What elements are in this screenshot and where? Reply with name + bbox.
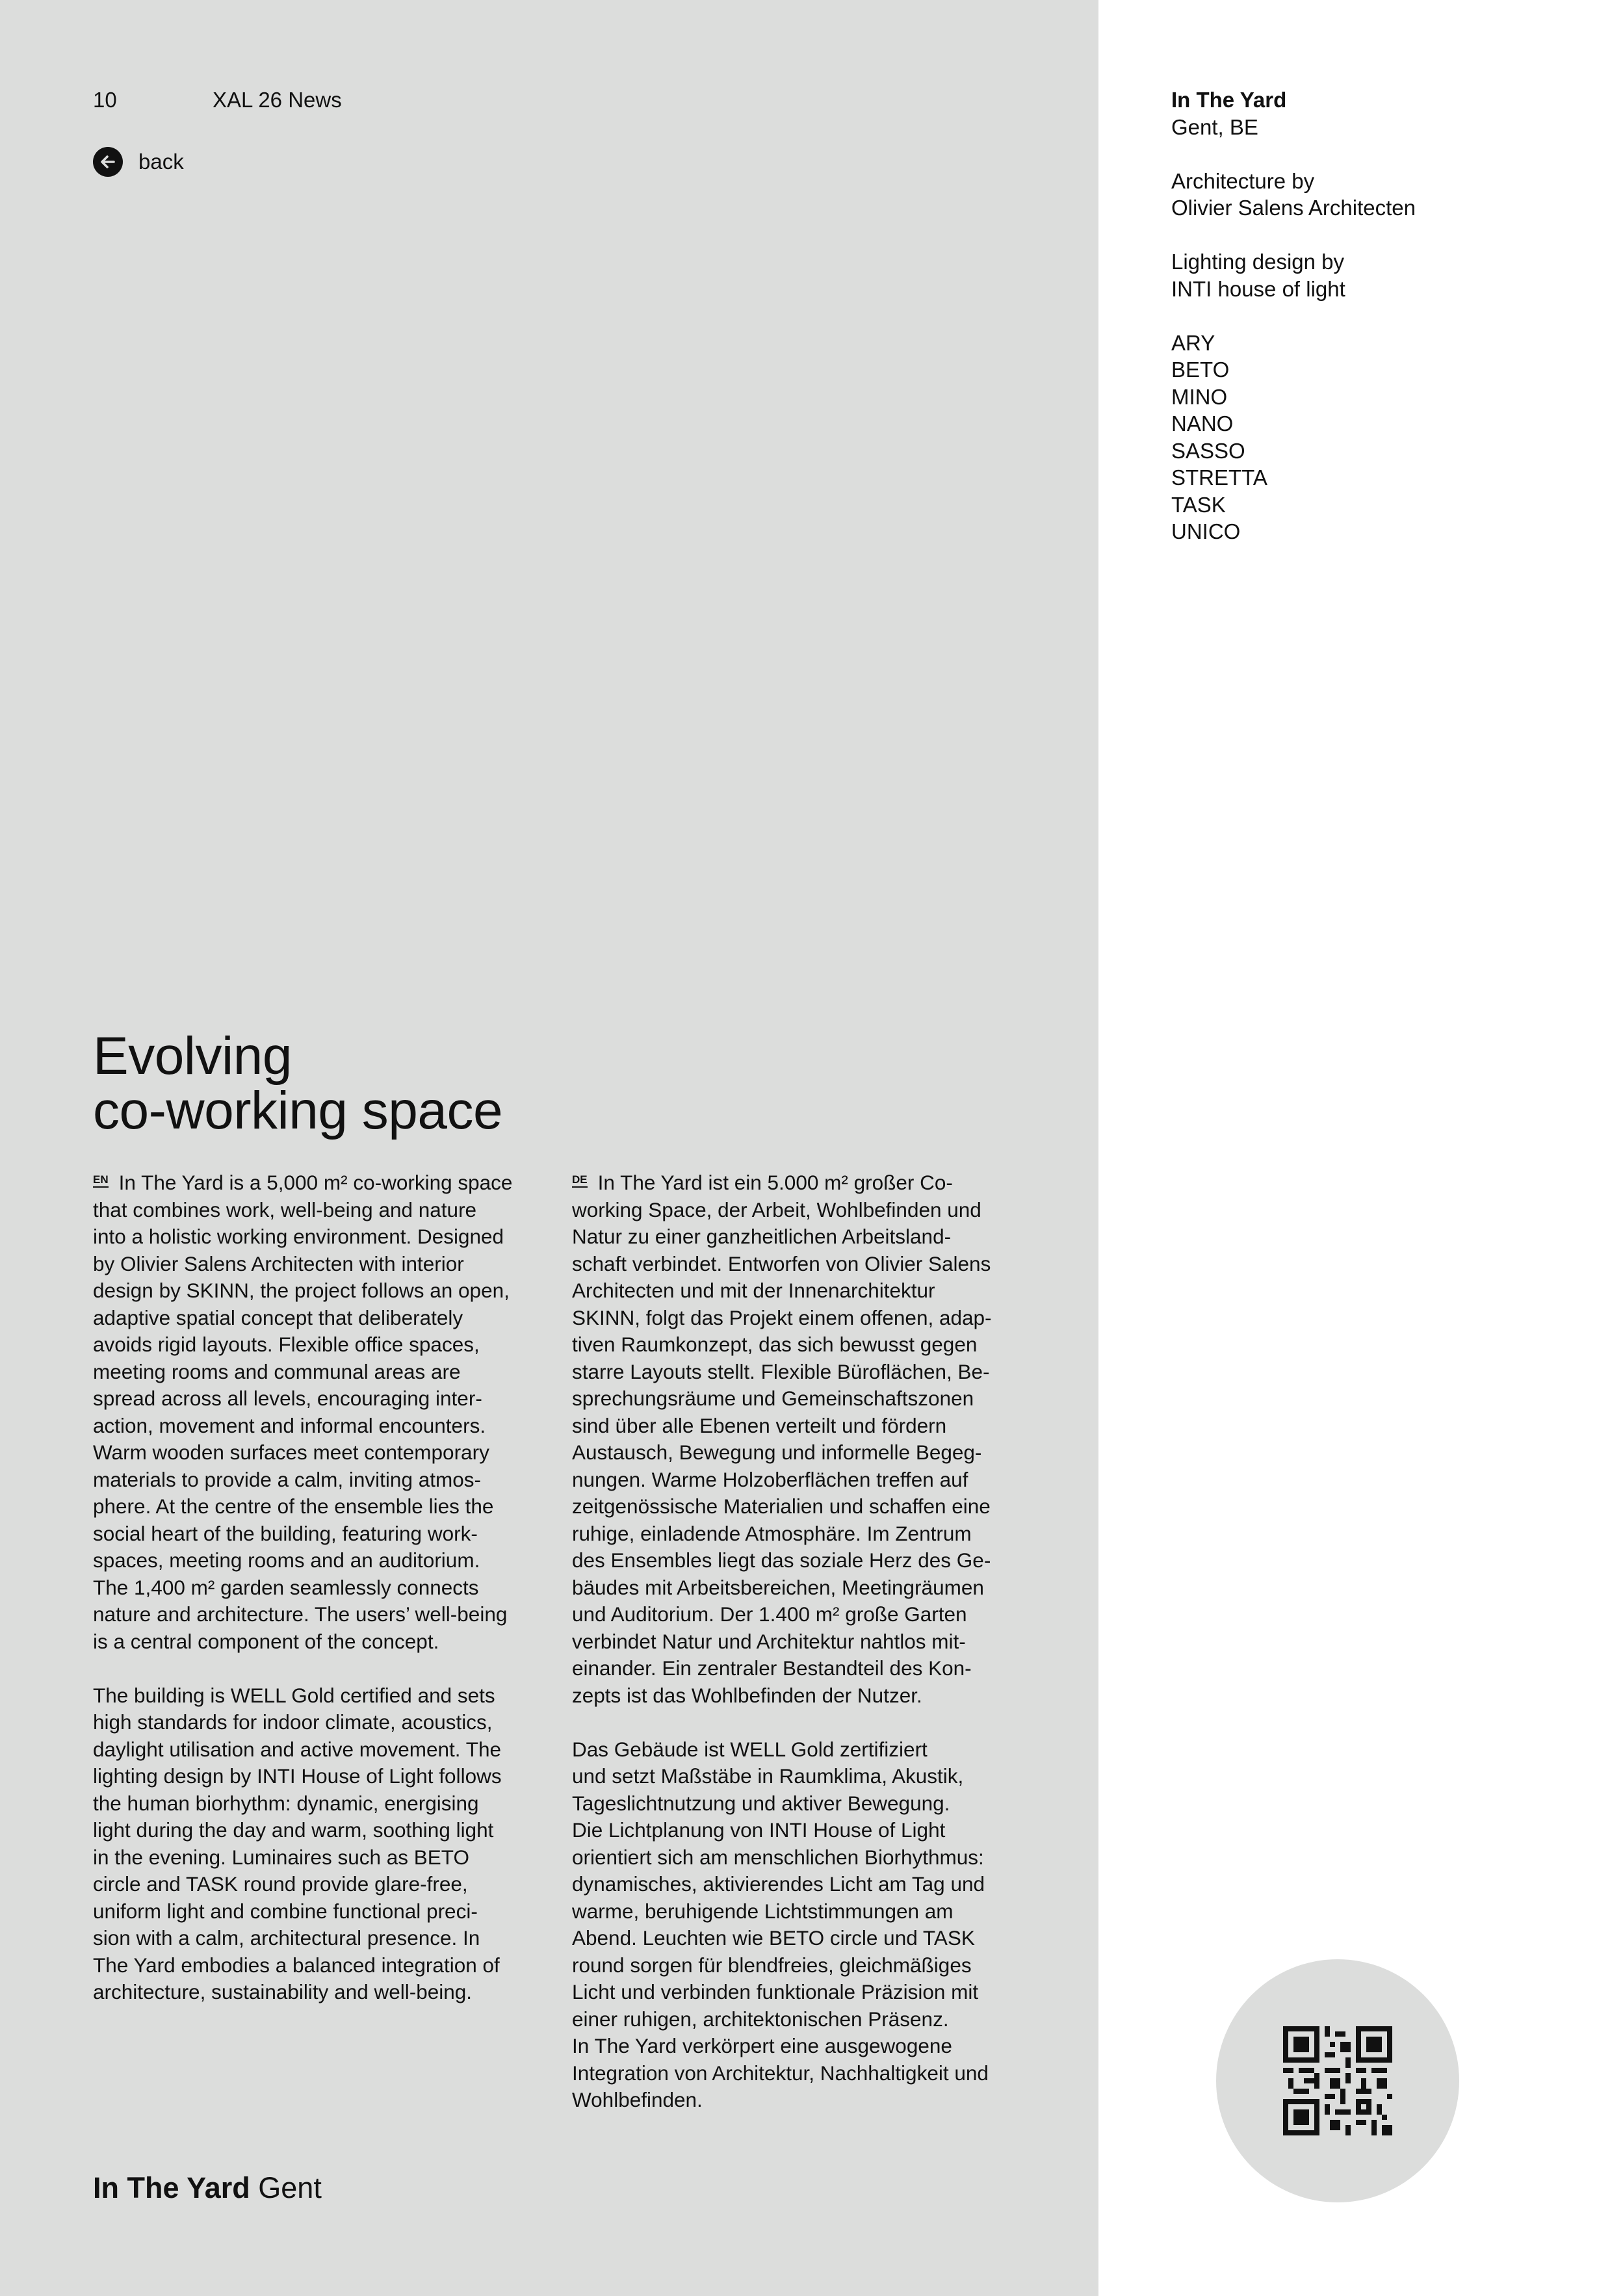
qr-code-icon[interactable]	[1283, 2026, 1392, 2135]
headline-line-2: co-working space	[93, 1081, 503, 1140]
footer-city: Gent	[258, 2171, 322, 2204]
lighting-credit	[1171, 248, 1416, 302]
architect-name: Olivier Salens Architecten	[1171, 196, 1416, 220]
english-text: In The Yard is a 5,000 m² co-working space that combines work, well-being and nature into a holistic working environment. Designed by Olivier Salens Architecten with interior design by SKINN, the project follows an open, adaptive spatial concept that deliberately avoids rigid layouts. Flexible office spaces, meeting rooms and communal areas are spread across all levels, encouraging inter- action, movement and informal encounters. Warm wooden surfaces meet contemporary materials to provide a calm, inviting atmos- phere. At the centre of the ensemble lies the social heart of the building, featuring work- spaces, meeting rooms and an auditorium. The 1,400 m² garden seamlessly connects nature and architecture. The users’ well-being is a central component of the concept. The building is WELL Gold certified and sets high standards for indoor climate, acoustics, daylight utilisation and active movement. The lighting design by INTI House of Light follows the human biorhythm: dynamic, energising light during the day and warm, soothing light in the evening. Luminaires such as BETO circle and TASK round provide glare-free, uniform light and combine functional preci- sion with a calm, architectural presence. In The Yard embodies a balanced integration of architecture, sustainability and well-being.	[93, 1171, 513, 2003]
back-link[interactable]	[93, 147, 184, 177]
product-item: UNICO	[1171, 519, 1241, 543]
publication-title: XAL 26 News	[213, 88, 342, 112]
product-list	[1171, 330, 1416, 545]
product-item: MINO	[1171, 384, 1228, 409]
language-tag-en: EN	[93, 1174, 109, 1188]
product-item: STRETTA	[1171, 465, 1267, 489]
product-item: TASK	[1171, 492, 1226, 517]
project-location: Gent, BE	[1171, 114, 1258, 139]
project-name: In The Yard	[1171, 88, 1287, 112]
article-headline	[93, 1026, 503, 1140]
footer-project-name: In The Yard	[93, 2171, 250, 2204]
german-text: In The Yard ist ein 5.000 m² großer Co- working Space, der Arbeit, Wohlbefinden und Natur zu einer ganzheitlichen Arbeitsland- schaft verbindet. Entworfen von Olivier Salens Architecten und mit der Innenarchitektur SKINN, folgt das Projekt einem offenen, adap- tiven Raumkonzept, das sich bewusst gegen starre Layouts stellt. Flexible Büroflächen, Be- sprechungsräume und Gemeinschaftszonen sind über alle Ebenen verteilt und fördern Austausch, Bewegung und informelle Begeg- nungen. Warme Holzoberflächen treffen auf zeitgenössische Materialien und schaffen eine ruhige, einladende Atmosphäre. Im Zentrum des Ensembles liegt das soziale Herz des Ge- bäudes mit Arbeitsbereichen, Meetingräumen und Auditorium. Der 1.400 m² große Garten verbindet Natur und Architektur nahtlos mit- einander. Ein zentraler Bestandteil des Kon- zepts ist das Wohlbefinden der Nutzer. Das Gebäude ist WELL Gold zertifiziert und setzt Maßstäbe in Raumklima, Akustik, Tageslichtnutzung und aktiver Bewegung. Die Lichtplanung von INTI House of Light orientiert sich am menschlichen Biorhythmus: dynamisches, aktivierendes Licht am Tag und warme, beruhigende Lichtstimmungen am Abend. Leuchten wie BETO circle und TASK round sorgen für blendfreies, gleichmäßiges Licht und verbinden funktionale Präzision mit einer ruhigen, architektonischen Präsenz. In The Yard verkörpert eine ausgewogene Integration von Architektur, Nachhaltigkeit und Wohlbefinden.	[572, 1171, 992, 2111]
arrow-left-circle-icon	[93, 147, 123, 177]
project-info	[1171, 86, 1416, 545]
footer-project-title	[93, 2171, 322, 2205]
page-number: 10	[93, 88, 117, 112]
architecture-credit	[1171, 168, 1416, 222]
product-item: SASSO	[1171, 438, 1245, 463]
headline-line-1: Evolving	[93, 1026, 292, 1086]
product-item: ARY	[1171, 330, 1215, 355]
product-item: NANO	[1171, 411, 1234, 436]
lighting-designer-name: INTI house of light	[1171, 276, 1345, 301]
back-label: back	[138, 150, 184, 174]
german-body	[572, 1169, 1040, 2114]
architecture-label: Architecture by	[1171, 168, 1315, 193]
lighting-label: Lighting design by	[1171, 250, 1345, 274]
english-body	[93, 1169, 561, 2006]
product-item: BETO	[1171, 358, 1230, 382]
project-heading	[1171, 86, 1416, 140]
language-tag-de: DE	[572, 1174, 588, 1188]
